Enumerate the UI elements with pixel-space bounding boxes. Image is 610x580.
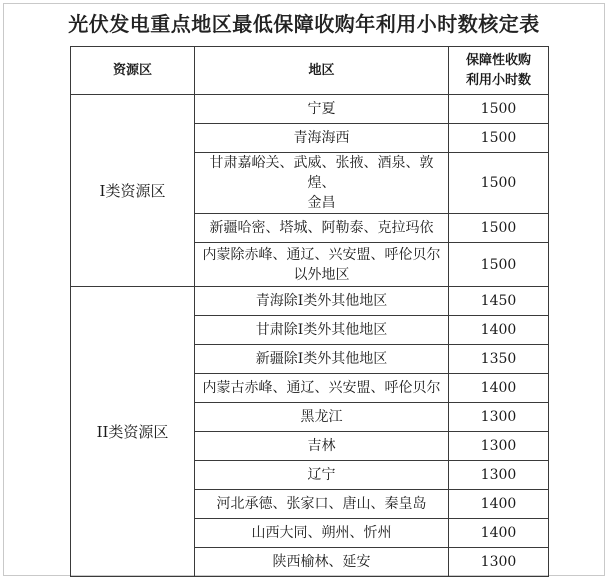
area-cell: 吉林 bbox=[195, 432, 449, 461]
area-line: 内蒙除赤峰、通辽、兴安盟、呼伦贝尔 bbox=[202, 246, 441, 263]
header-hours-line1: 保障性收购 bbox=[465, 52, 531, 68]
zone-cell-1: I类资源区 bbox=[71, 95, 195, 287]
zone-cell-2: II类资源区 bbox=[71, 287, 195, 577]
header-zone: 资源区 bbox=[71, 47, 195, 95]
hours-cell: 1400 bbox=[449, 374, 549, 403]
area-cell: 青海除I类外其他地区 bbox=[195, 287, 449, 316]
hours-cell: 1500 bbox=[449, 124, 549, 153]
area-cell: 甘肃除I类外其他地区 bbox=[195, 316, 449, 345]
table-row bbox=[71, 95, 549, 124]
hours-cell: 1450 bbox=[449, 287, 549, 316]
area-cell: 青海海西 bbox=[195, 124, 449, 153]
header-hours bbox=[449, 47, 549, 95]
hours-cell: 1500 bbox=[449, 153, 549, 214]
area-cell: 河北承德、张家口、唐山、秦皇岛 bbox=[195, 490, 449, 519]
hours-cell: 1400 bbox=[449, 519, 549, 548]
area-cell: 宁夏 bbox=[195, 95, 449, 124]
area-line: 甘肃嘉峪关、武威、张掖、酒泉、敦煌、 bbox=[209, 155, 434, 191]
hours-cell: 1500 bbox=[449, 95, 549, 124]
table-body bbox=[71, 95, 549, 577]
hours-cell: 1300 bbox=[449, 432, 549, 461]
hours-cell: 1500 bbox=[449, 214, 549, 243]
area-cell: 新疆除I类外其他地区 bbox=[195, 345, 449, 374]
quota-table bbox=[70, 46, 549, 577]
header-area: 地区 bbox=[195, 47, 449, 95]
hours-cell: 1300 bbox=[449, 403, 549, 432]
table-row bbox=[71, 287, 549, 316]
hours-cell: 1400 bbox=[449, 316, 549, 345]
header-hours-line2: 利用小时数 bbox=[465, 72, 531, 88]
area-cell bbox=[195, 153, 449, 214]
area-cell: 黑龙江 bbox=[195, 403, 449, 432]
area-line: 金昌 bbox=[307, 195, 336, 211]
area-cell bbox=[195, 243, 449, 287]
area-cell: 内蒙古赤峰、通辽、兴安盟、呼伦贝尔 bbox=[195, 374, 449, 403]
hours-cell: 1500 bbox=[449, 243, 549, 287]
area-cell: 新疆哈密、塔城、阿勒泰、克拉玛依 bbox=[195, 214, 449, 243]
document-frame bbox=[3, 3, 605, 576]
page-title: 光伏发电重点地区最低保障收购年利用小时数核定表 bbox=[68, 12, 540, 36]
area-cell: 陕西榆林、延安 bbox=[195, 548, 449, 577]
table-header-row bbox=[71, 47, 549, 95]
area-cell: 辽宁 bbox=[195, 461, 449, 490]
hours-cell: 1350 bbox=[449, 345, 549, 374]
hours-cell: 1400 bbox=[449, 490, 549, 519]
hours-cell: 1300 bbox=[449, 548, 549, 577]
hours-cell: 1300 bbox=[449, 461, 549, 490]
area-cell: 山西大同、朔州、忻州 bbox=[195, 519, 449, 548]
area-line: 以外地区 bbox=[293, 266, 350, 283]
